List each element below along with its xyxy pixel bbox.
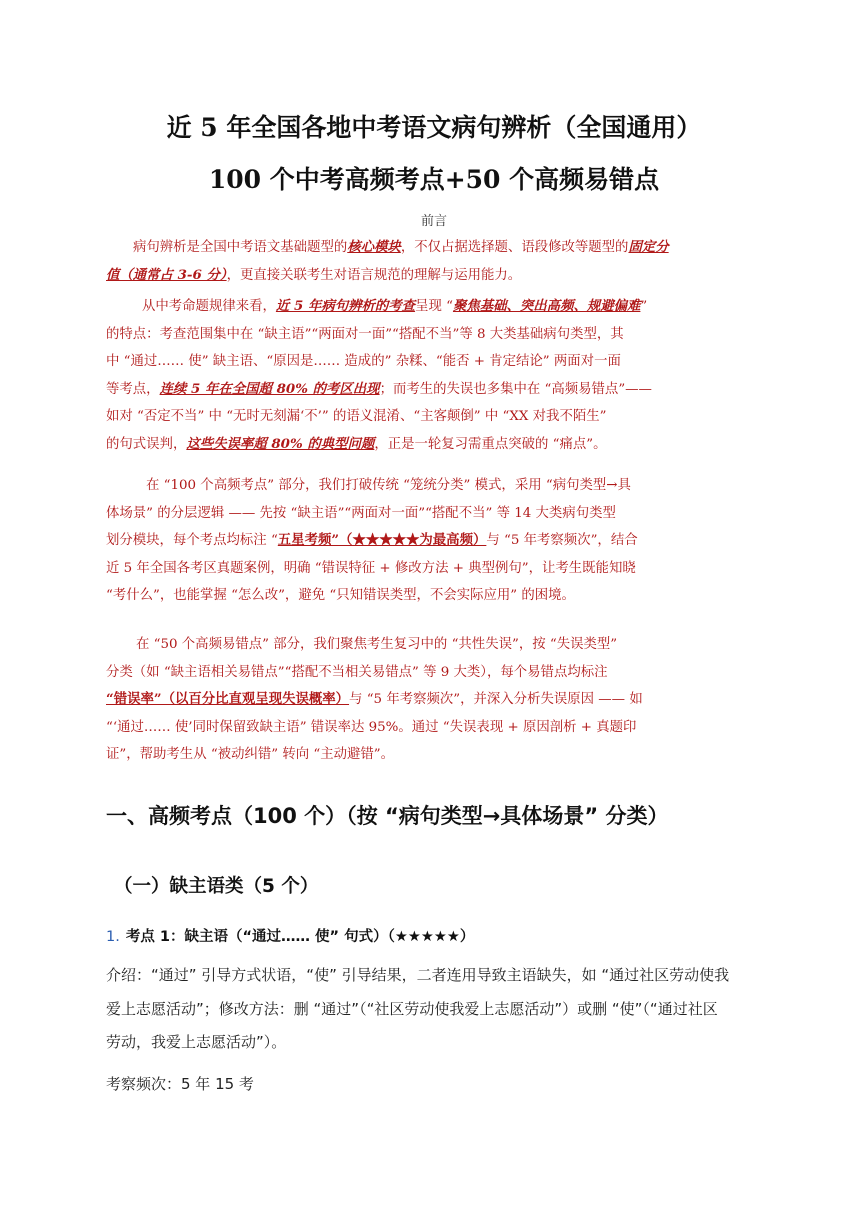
preface-paragraph-1 (106, 234, 766, 289)
text-line: 病句辨析是全国中考语文基础题型的核心模块，不仅占据选择题、语段修改等题型的固定分 (133, 239, 669, 255)
list-number: 1. (106, 929, 120, 945)
item-title-text: 考点 1：缺主语（“通过…… 使” 句式）（★★★★★） (125, 929, 475, 945)
subsection-heading: （一）缺主语类（5 个） (114, 876, 319, 897)
text-line: 近 5 年全国各考区真题案例，明确 “错误特征 + 修改方法 + 典型例句”，让考生既能知晓 (106, 560, 636, 576)
preface-heading: 前言 (420, 214, 447, 229)
text-line: 的句式误判，这些失误率超 80% 的典型问题，正是一轮复习需重点突破的 “痛点”。 (106, 435, 607, 452)
preface-paragraph-4 (106, 631, 766, 769)
text-line: 介绍：“通过” 引导方式状语，“使” 引导结果，二者连用导致主语缺失，如 “通过社区劳动使我 (106, 966, 730, 984)
preface-paragraph-2 (106, 293, 766, 458)
document-subtitle: 100 个中考高频考点+50 个高频易错点 (208, 165, 660, 194)
text-line: “错误率”（以百分比直观呈现失误概率）与 “5 年考察频次”，并深入分析失误原因 —— 如 (106, 691, 643, 707)
text-line: 的特点：考查范围集中在 “缺主语”“两面对一面”“搭配不当”等 8 大类基础病句类型，其 (106, 326, 624, 342)
text-line: “考什么”，也能掌握 “怎么改”，避免 “只知错误类型，不会实际应用” 的困境。 (106, 588, 575, 603)
text-line: 如对 “否定不当” 中 “无时无刻漏‘不’” 的语义混淆、“主客颠倒” 中 “XX 对我不陌生” (106, 409, 607, 424)
text-line: 分类（如 “缺主语相关易错点”“搭配不当相关易错点” 等 9 大类），每个易错点均标注 (106, 664, 608, 680)
document-title: 近 5 年全国各地中考语文病句辨析（全国通用） (166, 113, 702, 142)
exam-frequency: 考察频次：5 年 15 考 (106, 1075, 254, 1093)
text-line: 值（通常占 3-6 分），更直接关联考生对语言规范的理解与运用能力。 (106, 266, 522, 283)
text-line: 在 “50 个高频易错点” 部分，我们聚焦考生复习中的 “共性失误”，按 “失误类型” (136, 637, 618, 652)
text-line: 体场景” 的分层逻辑 —— 先按 “缺主语”“两面对一面”“搭配不当” 等 14 大类病句类型 (106, 505, 616, 521)
text-line: 等考点，连续 5 年在全国超 80% 的考区出现；而考生的失误也多集中在 “高频易错点”—— (106, 380, 652, 397)
section-heading: 一、高频考点（100 个）（按 “病句类型→具体场景” 分类） (106, 804, 669, 828)
text-line: 中 “通过…… 使” 缺主语、“原因是…… 造成的” 杂糅、“能否 + 肯定结论” 两面对一面 (106, 354, 621, 369)
text-line: 在 “100 个高频考点” 部分，我们打破传统 “笼统分类” 模式，采用 “病句类型→具 (146, 478, 631, 493)
list-item-title (106, 925, 474, 946)
text-line: 证”，帮助考生从 “被动纠错” 转向 “主动避错”。 (106, 747, 395, 762)
text-line: 从中考命题规律来看，近 5 年病句辨析的考查呈现 “聚焦基础、突出高频、规避偏难” (142, 298, 648, 314)
text-line: 劳动，我爱上志愿活动”）。 (106, 1033, 287, 1051)
text-line: “‘通过…… 使’同时保留致缺主语” 错误率达 95%。通过 “失误表现 + 原因剖析 + 真题印 (106, 719, 637, 735)
text-line: 划分模块，每个考点均标注 “五星考频”（★★★★★为最高频）与 “5 年考察频次”，结合 (106, 532, 638, 548)
text-line: 爱上志愿活动”；修改方法：删 “通过”（“社区劳动使我爱上志愿活动”）或删 “使”（“通过社区 (106, 999, 718, 1018)
preface-paragraph-3 (106, 472, 766, 610)
item-intro (106, 959, 776, 1060)
